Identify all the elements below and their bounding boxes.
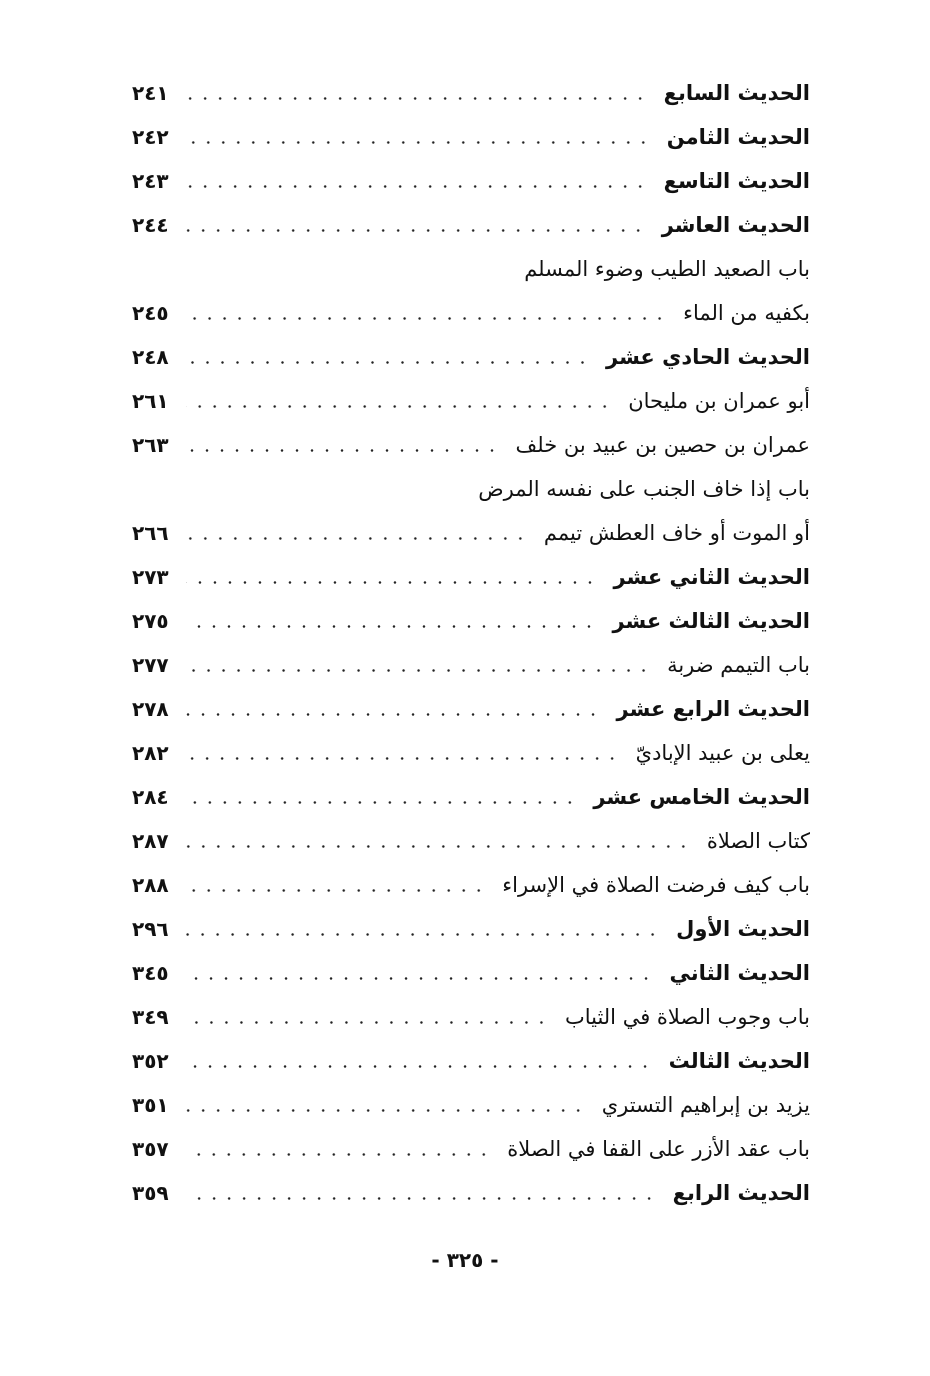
dot-leader xyxy=(186,914,660,944)
dot-leader xyxy=(186,870,486,900)
toc-entry-page-number: ٢٨٨ xyxy=(132,873,169,897)
toc-entry-page-number: ٣٥٩ xyxy=(132,1181,169,1205)
toc-entry xyxy=(132,1120,810,1164)
toc-entry-page-number: ٢٦٦ xyxy=(132,521,169,545)
toc-entry-page-number: ٢٧٧ xyxy=(132,653,169,677)
toc-entry-page-number: ٢٤١ xyxy=(132,81,169,105)
dot-leader xyxy=(186,562,597,592)
toc-entry-title: عمران بن حصين بن عبيد بن خلف xyxy=(515,433,810,457)
toc-entry-page-number: ٢٨٤ xyxy=(132,785,169,809)
dot-leader xyxy=(186,1046,653,1076)
toc-entry-page-number: ٣٥٢ xyxy=(132,1049,169,1073)
toc-entry-title: باب كيف فرضت الصلاة في الإسراء xyxy=(502,873,810,897)
toc-entry xyxy=(132,812,810,856)
toc-entry-title: الحديث الثاني xyxy=(669,961,810,985)
toc-entry xyxy=(132,988,810,1032)
dot-leader xyxy=(186,210,646,240)
toc-entry-page-number: ٢٦١ xyxy=(132,389,169,413)
toc-entry-title: الحديث الثالث عشر xyxy=(612,609,810,633)
toc-entry-title: الحديث الخامس عشر xyxy=(593,785,810,809)
page-number-footer: - ٣٢٥ - xyxy=(431,1248,499,1272)
toc-entry xyxy=(132,680,810,724)
toc-entry-title: الحديث الثالث xyxy=(668,1049,810,1073)
toc-entry xyxy=(132,548,810,592)
toc-entry-title: الحديث الرابع عشر xyxy=(616,697,810,721)
toc-entry xyxy=(132,284,810,328)
dot-leader xyxy=(186,1002,549,1032)
toc-entry-title: الحديث الثاني عشر xyxy=(613,565,810,589)
toc-entry xyxy=(132,900,810,944)
toc-entry xyxy=(132,592,810,636)
toc-entry xyxy=(132,416,810,460)
toc-entry xyxy=(132,1076,810,1120)
dot-leader xyxy=(186,166,648,196)
toc-entry-title: باب الصعيد الطيب وضوء المسلم xyxy=(524,257,810,281)
toc-entry-page-number: ٢٤٢ xyxy=(132,125,169,149)
dot-leader xyxy=(186,430,500,460)
dot-leader xyxy=(186,782,577,812)
toc-entry-title: الحديث الأول xyxy=(676,917,810,941)
dot-leader xyxy=(186,694,601,724)
toc-entry xyxy=(132,64,810,108)
toc-entry xyxy=(132,944,810,988)
toc-entry xyxy=(132,504,810,548)
dot-leader xyxy=(186,1090,586,1120)
dot-leader xyxy=(186,650,651,680)
toc-entry-title: يزيد بن إبراهيم التستري xyxy=(601,1093,810,1117)
toc-entry-title: باب التيمم ضربة xyxy=(667,653,810,677)
dot-leader xyxy=(186,958,654,988)
toc-entry-title: الحديث التاسع xyxy=(663,169,810,193)
toc-entry-page-number: ٣٤٩ xyxy=(132,1005,169,1029)
toc-entry xyxy=(132,152,810,196)
dot-leader xyxy=(186,122,651,152)
toc-entry-page-number: ٢٧٥ xyxy=(132,609,169,633)
toc-entry-title: يعلى بن عبيد الإباديّ xyxy=(635,741,810,765)
toc-entry-title: باب وجوب الصلاة في الثياب xyxy=(564,1005,810,1029)
toc-entry xyxy=(132,460,810,504)
toc-entry-page-number: ٢٦٣ xyxy=(132,433,169,457)
toc-entry-page-number: ٣٥١ xyxy=(132,1093,169,1117)
toc-entry-page-number: ٢٨٢ xyxy=(132,741,169,765)
toc-entry-page-number: ٢٤٨ xyxy=(132,345,169,369)
toc-entry-title: أو الموت أو خاف العطش تيمم xyxy=(543,521,810,545)
toc-entry-title: الحديث الثامن xyxy=(666,125,810,149)
dot-leader xyxy=(186,1134,491,1164)
toc-entry-title: كتاب الصلاة xyxy=(706,829,810,853)
dot-leader xyxy=(186,386,612,416)
toc-entry-page-number: ٣٥٧ xyxy=(132,1137,169,1161)
toc-entry xyxy=(132,240,810,284)
toc-entry-page-number: ٢٤٥ xyxy=(132,301,169,325)
toc-entry xyxy=(132,108,810,152)
toc-entry xyxy=(132,856,810,900)
toc-entry xyxy=(132,636,810,680)
dot-leader xyxy=(186,518,528,548)
toc-entry-page-number: ٣٤٥ xyxy=(132,961,169,985)
toc-entry xyxy=(132,196,810,240)
toc-entry-title: بكفيه من الماء xyxy=(683,301,810,325)
toc-entry-page-number: ٢٧٨ xyxy=(132,697,169,721)
toc-entry-page-number: ٢٩٦ xyxy=(132,917,169,941)
table-of-contents xyxy=(132,64,810,1208)
toc-entry-page-number: ٢٨٧ xyxy=(132,829,169,853)
toc-entry xyxy=(132,724,810,768)
dot-leader xyxy=(186,78,648,108)
toc-entry-title: باب إذا خاف الجنب على نفسه المرض xyxy=(478,477,810,501)
dot-leader xyxy=(186,342,590,372)
toc-entry-title: الحديث الرابع xyxy=(672,1181,810,1205)
toc-entry xyxy=(132,1032,810,1076)
toc-entry-title: الحديث العاشر xyxy=(661,213,810,237)
dot-leader xyxy=(186,738,620,768)
toc-entry-title: أبو عمران بن مليحان xyxy=(628,389,810,413)
toc-entry-title: الحديث السابع xyxy=(663,81,810,105)
toc-entry xyxy=(132,328,810,372)
toc-entry-page-number: ٢٤٣ xyxy=(132,169,169,193)
dot-leader xyxy=(186,298,667,328)
toc-entry-page-number: ٢٤٤ xyxy=(132,213,169,237)
dot-leader xyxy=(186,1178,657,1208)
toc-entry-title: باب عقد الأزر على القفا في الصلاة xyxy=(507,1137,810,1161)
toc-entry-title: الحديث الحادي عشر xyxy=(606,345,810,369)
toc-entry-page-number: ٢٧٣ xyxy=(132,565,169,589)
toc-entry xyxy=(132,1164,810,1208)
dot-leader xyxy=(186,606,596,636)
toc-entry xyxy=(132,768,810,812)
dot-leader xyxy=(186,826,691,856)
toc-entry xyxy=(132,372,810,416)
